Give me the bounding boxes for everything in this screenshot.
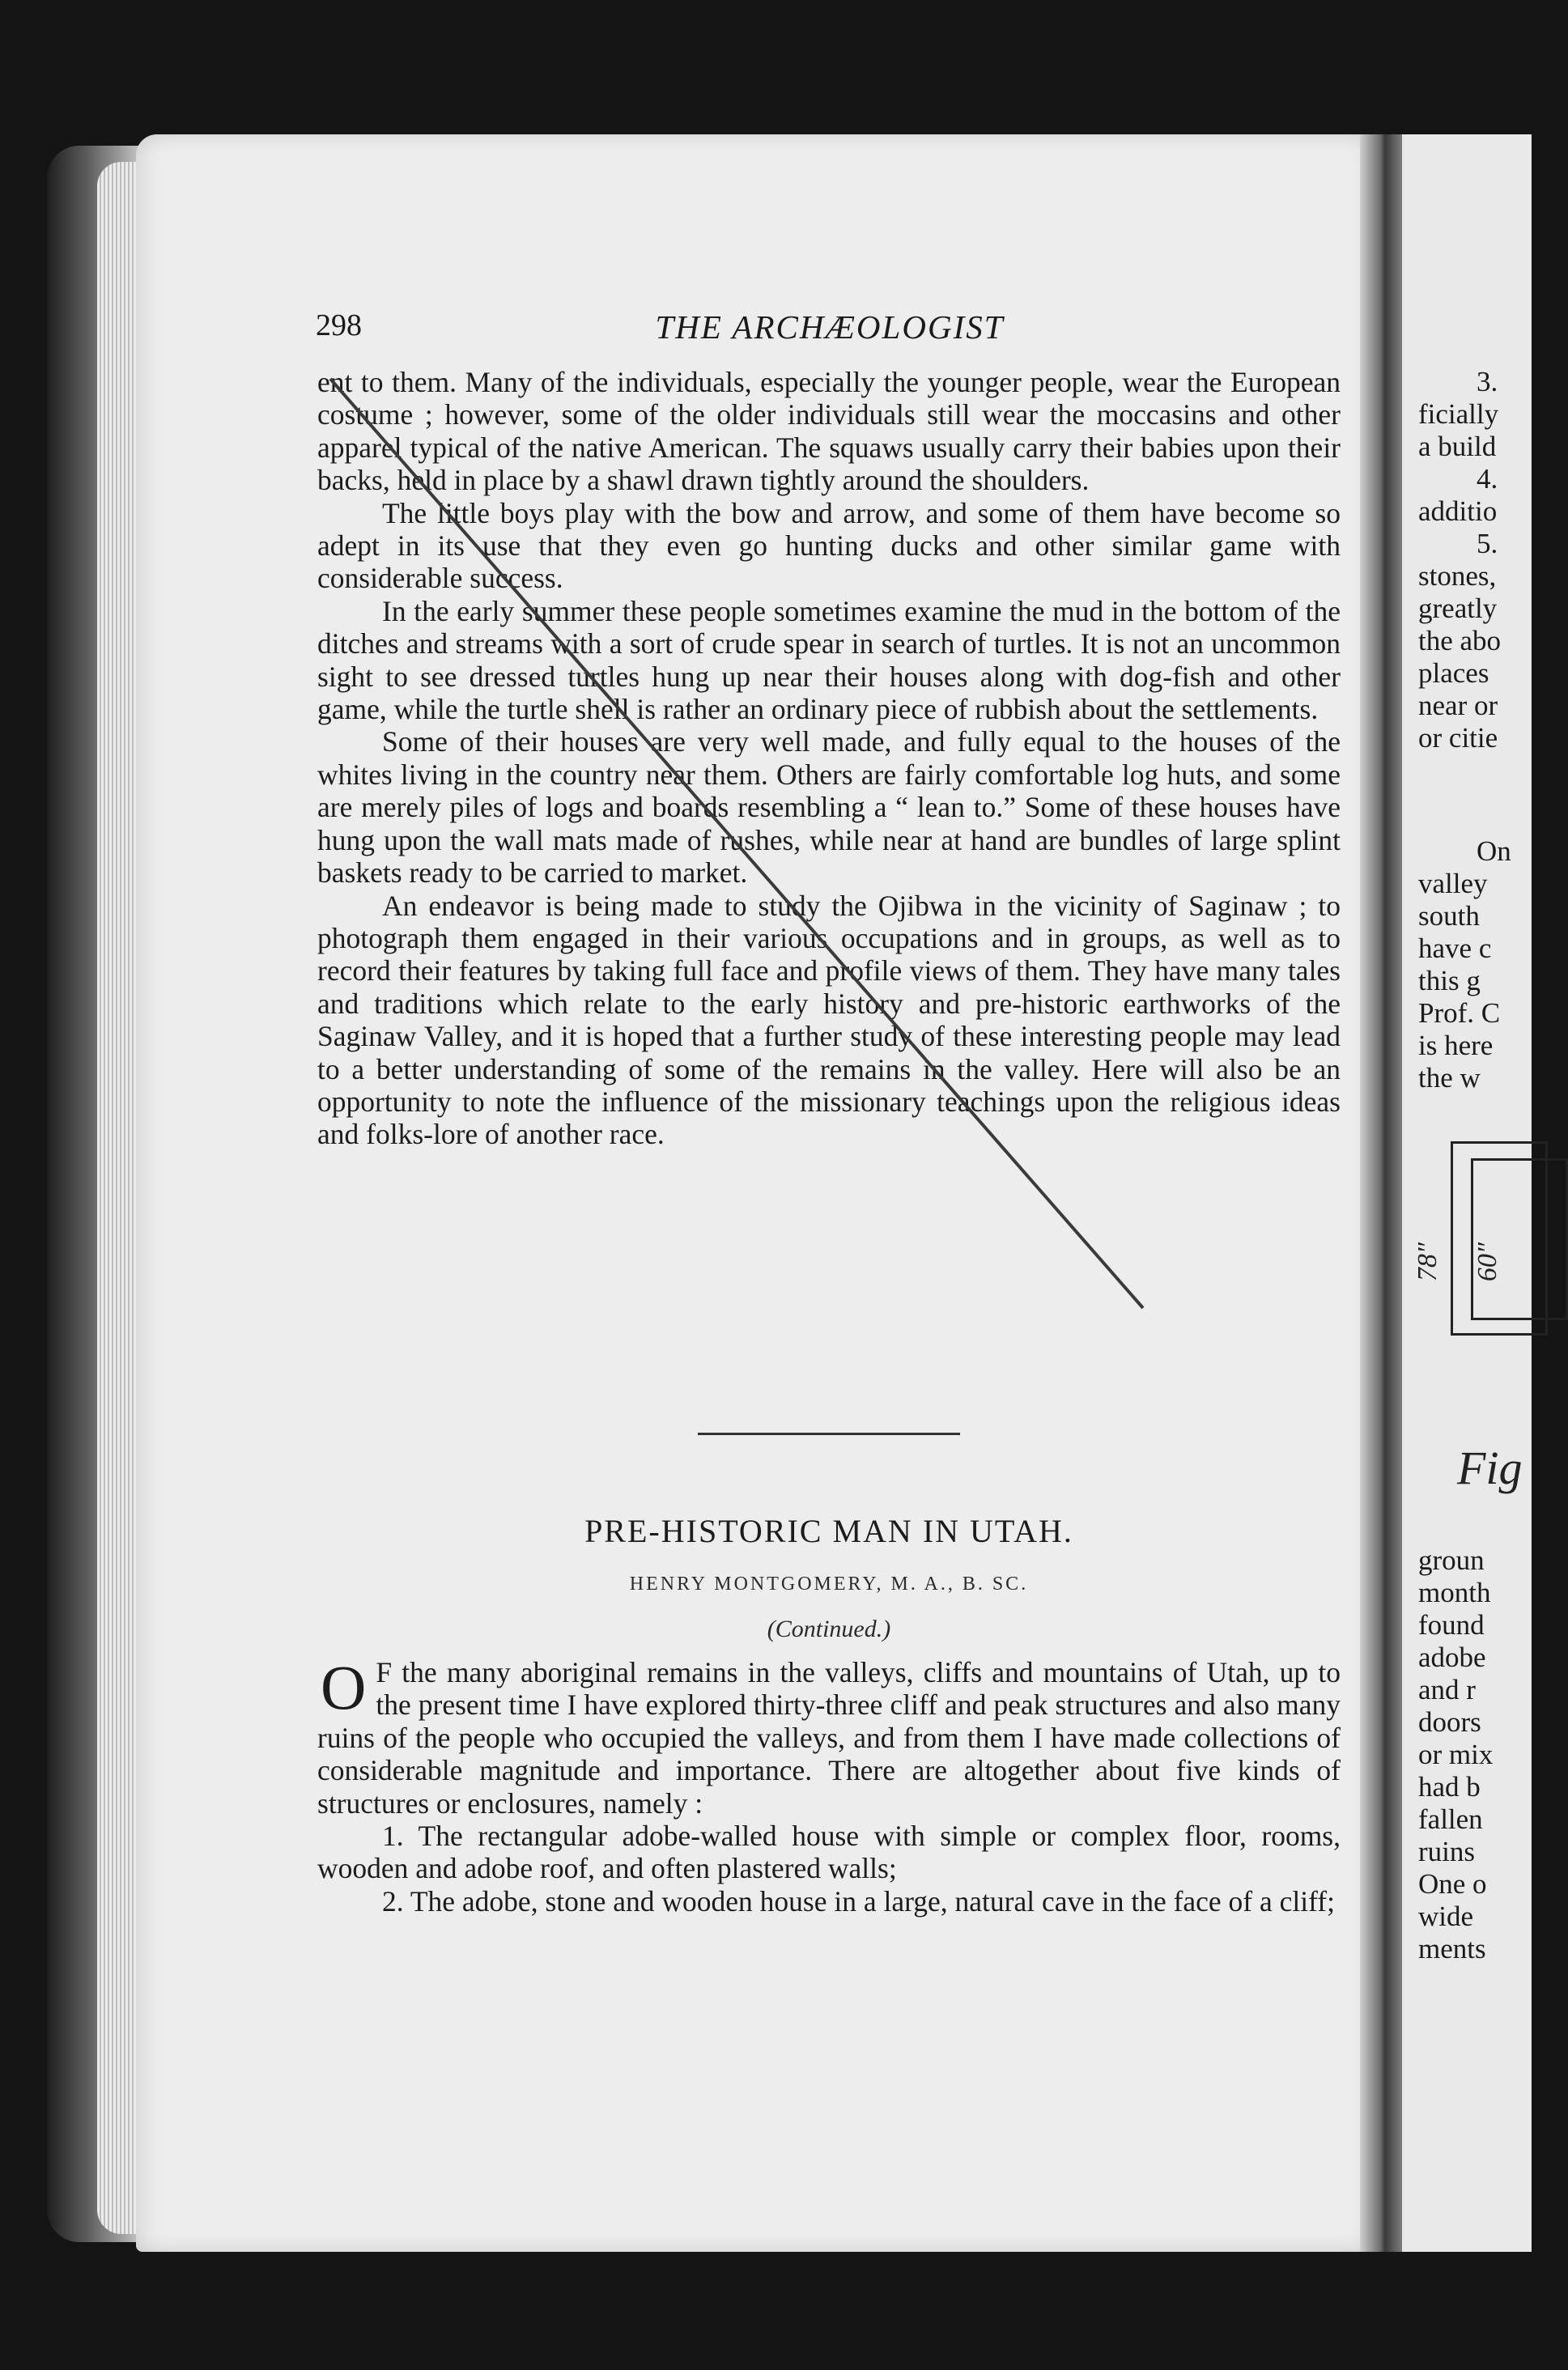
next-page-line: adobe (1418, 1642, 1486, 1673)
next-page-line: stones, (1418, 560, 1497, 592)
paragraph: An endeavor is being made to study the Ojibwa in the vicinity of Saginaw ; to photograph them engaged in their various occupations and in groups, as well as to record their features by taking full face and profile views of them. They have many tales and traditions which relate to the early history and pre-historic earthworks of the Saginaw Valley, and it is hoped that a further study of these interesting people may lead to a better understanding of some of the remains in the valley. Here will also be an opportunity to note the influence of the missionary teachings upon the religious ideas and folks-lore of another race. (317, 889, 1341, 1151)
drop-cap: O (321, 1652, 367, 1722)
next-page-line: valley (1418, 868, 1488, 899)
paragraph: ent to them. Many of the individuals, especially the younger people, wear the European costume ; however, some of the older individuals still wear the moccasins and other apparel typical of the native American. The squaws usually carry their babies upon their backs, held in place by a shawl drawn tightly around the shoulders. (317, 366, 1341, 497)
paragraph: Some of their houses are very well made, and fully equal to the houses of the whites living in the country near them. Others are fairly comfortable log huts, and some are merely piles of logs and boards resembling a “ lean to.” Some of these houses have hung upon the wall mats made of rushes, while near at hand are bundles of large splint baskets ready to be carried to market. (317, 725, 1341, 890)
next-page-line: is here (1418, 1030, 1494, 1061)
next-page-line: or citie (1418, 722, 1498, 754)
next-page-line: have c (1418, 932, 1492, 964)
diagonal-pen-stroke (330, 379, 1143, 1308)
next-page-line: ruins (1418, 1836, 1475, 1867)
next-page-line: the abo (1418, 625, 1502, 656)
next-page-line: ficially (1418, 398, 1499, 430)
next-page-line: additio (1418, 495, 1498, 527)
next-page-line: 4. (1477, 463, 1498, 495)
running-title: THE ARCHÆOLOGIST (655, 308, 1005, 346)
paragraph: The little boys play with the bow and arrow, and some of them have become so adept in its use that they even go hunting ducks and other similar game with considerable success. (317, 496, 1341, 595)
figure-caption: Fig (1457, 1442, 1523, 1494)
next-page-line: this g (1418, 965, 1481, 996)
next-page-line: fallen (1418, 1803, 1483, 1835)
next-page-line: had b (1418, 1771, 1481, 1803)
next-page-line: Prof. C (1418, 997, 1501, 1029)
next-page-line: On (1477, 835, 1511, 867)
list-item: 1. The rectangular adobe-walled house with simple or complex floor, rooms, wooden and adobe roof, and often plastered walls; (317, 1820, 1341, 1885)
next-page-line: a build (1418, 431, 1497, 462)
page-number: 298 (316, 308, 362, 342)
next-page-line: found (1418, 1609, 1485, 1641)
next-page-line: 3. (1477, 366, 1498, 397)
next-page-line: groun (1418, 1544, 1485, 1576)
next-page-line: or mix (1418, 1739, 1494, 1770)
next-page-line: month (1418, 1577, 1491, 1608)
next-page-line: and r (1418, 1674, 1476, 1705)
figure-dimension-label: 78″ (1413, 1242, 1443, 1282)
next-page-line: 5. (1477, 528, 1498, 559)
article-byline: HENRY MONTGOMERY, M. A., B. SC. (629, 1574, 1029, 1595)
next-page-line: near or (1418, 690, 1498, 721)
next-page-line: south (1418, 900, 1480, 932)
continued-note: (Continued.) (767, 1616, 891, 1642)
article-title: PRE-HISTORIC MAN IN UTAH. (584, 1513, 1073, 1549)
paragraph: In the early summer these people sometimes examine the mud in the bottom of the ditches and streams with a sort of crude spear in search of turtles. It is not an uncommon sight to see dressed turtles hung up near their houses along with dog-fish and other game, while the turtle shell is rather an ordinary piece of rubbish about the settlements. (317, 594, 1341, 726)
next-page-line: the w (1418, 1062, 1481, 1094)
next-page-line: wide (1418, 1901, 1474, 1932)
list-item: 2. The adobe, stone and wooden house in a large, natural cave in the face of a cliff; (382, 1884, 1335, 1918)
next-page-line: greatly (1418, 592, 1498, 624)
figure-dimension-label: 60″ (1472, 1242, 1503, 1282)
opening-text: F the many aboriginal remains in the valleys, cliffs and mountains of Utah, up to the present time I have explored thirty-three cliff and peak structures and also many ruins of the people who occupied the valleys, and from them I have made collections of considerable magnitude and importance. There are altogether about five kinds of structures or enclosures, namely : (317, 1656, 1341, 1820)
next-page-line: doors (1418, 1706, 1481, 1738)
next-page-line: One o (1418, 1868, 1487, 1900)
next-page-line: ments (1418, 1933, 1486, 1964)
next-page-line: places (1418, 657, 1489, 689)
